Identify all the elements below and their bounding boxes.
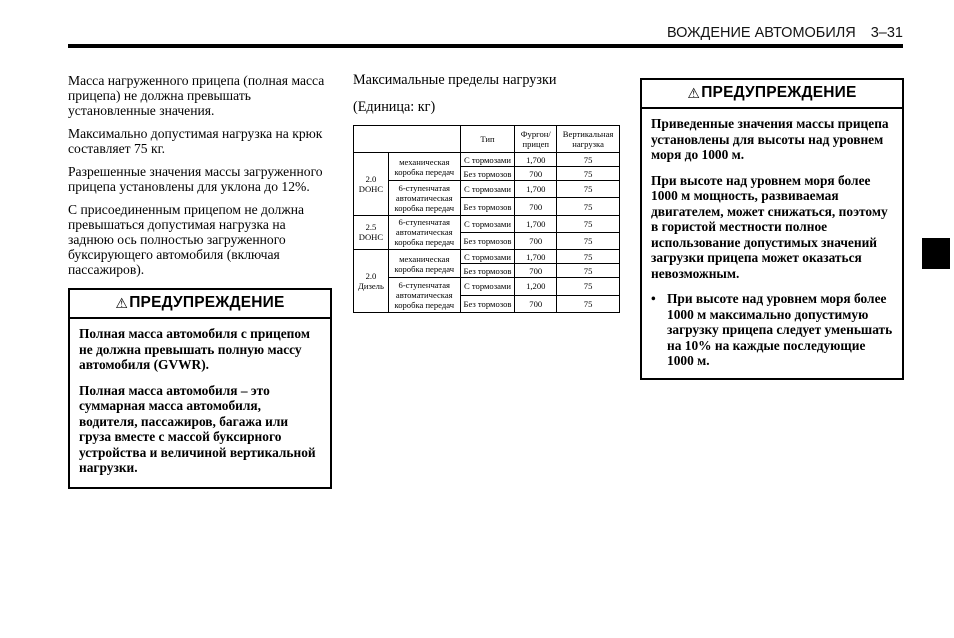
- transmission-cell: механическая коробка передач: [388, 250, 460, 278]
- left-column: [68, 73, 332, 489]
- brakes-cell: С тормозами: [460, 250, 515, 264]
- transmission-cell: 6-ступенчатая автоматическая коробка передач: [388, 278, 460, 312]
- bullet-item: [651, 291, 893, 369]
- bullet-marker: •: [651, 291, 656, 306]
- van-trailer-value-cell: 700: [515, 198, 557, 215]
- vertical-load-value-cell: 75: [557, 215, 620, 232]
- body-paragraph: С присоединенным прицепом не должна превышаться допустимая нагрузка на заднюю ось полностью загруженного буксирующего автомобиля (включая пассажиров).: [68, 202, 305, 277]
- table-header-cell: Тип: [460, 126, 515, 153]
- table-row: [354, 215, 620, 232]
- van-trailer-value-cell: 1,200: [515, 278, 557, 295]
- warning-body: [642, 109, 902, 378]
- vertical-load-value-cell: 75: [557, 153, 620, 167]
- engine-cell: 2.0 DOHC: [354, 153, 389, 216]
- body-paragraph: Масса нагруженного прицепа (полная масса прицепа) не должна превышать установленные значения.: [68, 73, 325, 118]
- van-trailer-value-cell: 700: [515, 232, 557, 249]
- brakes-cell: С тормозами: [460, 153, 515, 167]
- warning-paragraph: Приведенные значения массы прицепа установлены для высоты над уровнем моря до 1000 м.: [651, 116, 889, 162]
- brakes-cell: С тормозами: [460, 278, 515, 295]
- vertical-load-value-cell: 75: [557, 181, 620, 198]
- van-trailer-value-cell: 700: [515, 167, 557, 181]
- brakes-cell: Без тормозов: [460, 232, 515, 249]
- transmission-cell: 6-ступенчатая автоматическая коробка передач: [388, 215, 460, 249]
- table-row: [354, 181, 620, 198]
- section-title: ВОЖДЕНИЕ АВТОМОБИЛЯ: [666, 25, 856, 41]
- transmission-cell: 6-ступенчатая автоматическая коробка передач: [388, 181, 460, 215]
- transmission-cell: механическая коробка передач: [388, 153, 460, 181]
- brakes-cell: С тормозами: [460, 215, 515, 232]
- warning-paragraph: Полная масса автомобиля – это суммарная масса автомобиля, водителя, пассажиров, багажа или груза вместе с массой буксирного устройства и величиной вертикальной нагрузки.: [79, 382, 316, 475]
- warning-title-text: ПРЕДУПРЕЖДЕНИЕ: [129, 294, 285, 311]
- table-row: [354, 153, 620, 167]
- body-paragraph: Максимально допустимая нагрузка на крюк составляет 75 кг.: [68, 126, 323, 156]
- warning-box-left: [68, 288, 332, 489]
- table-corner-cell: [354, 126, 461, 153]
- header-rule: [68, 44, 903, 48]
- vertical-load-value-cell: 75: [557, 198, 620, 215]
- van-trailer-value-cell: 700: [515, 295, 557, 312]
- table-unit-label: (Единица: кг): [353, 99, 436, 115]
- van-trailer-value-cell: 700: [515, 264, 557, 278]
- vertical-load-value-cell: 75: [557, 278, 620, 295]
- brakes-cell: С тормозами: [460, 181, 515, 198]
- van-trailer-value-cell: 1,700: [515, 181, 557, 198]
- load-limits-table-head: [354, 126, 620, 153]
- middle-column: [353, 72, 620, 313]
- warning-box-right: [640, 78, 904, 380]
- van-trailer-value-cell: 1,700: [515, 215, 557, 232]
- right-column: [640, 78, 904, 380]
- body-paragraph: Разрешенные значения массы загруженного прицепа установлены для уклона до 12%.: [68, 164, 323, 194]
- van-trailer-value-cell: 1,700: [515, 250, 557, 264]
- load-limits-table: [353, 125, 620, 313]
- warning-paragraph: При высоте над уровнем моря более 1000 м мощность, развиваемая двигателем, может снижаться, поэтому в гористой местности полное использование допустимых значений загрузки прицепа может оказаться невозможным.: [651, 172, 888, 281]
- brakes-cell: Без тормозов: [460, 167, 515, 181]
- brakes-cell: Без тормозов: [460, 198, 515, 215]
- vertical-load-value-cell: 75: [557, 250, 620, 264]
- vertical-load-value-cell: 75: [557, 232, 620, 249]
- bullet-text: При высоте над уровнем моря более 1000 м максимально допустимую загрузку прицепа следует уменьшать на 10% на каждые последующие 1000 м.: [667, 291, 893, 368]
- load-limits-table-body: [354, 153, 620, 313]
- table-header-cell: Фургон/прицеп: [515, 126, 557, 153]
- warning-title: [642, 80, 902, 109]
- warning-bullet-list: [651, 291, 893, 369]
- brakes-cell: Без тормозов: [460, 264, 515, 278]
- section-thumb-tab: [922, 238, 950, 269]
- vertical-load-value-cell: 75: [557, 295, 620, 312]
- van-trailer-value-cell: 1,700: [515, 153, 557, 167]
- vertical-load-value-cell: 75: [557, 167, 620, 181]
- page-number: 3–31: [870, 25, 903, 41]
- vertical-load-value-cell: 75: [557, 264, 620, 278]
- brakes-cell: Без тормозов: [460, 295, 515, 312]
- table-header-row: [354, 126, 620, 153]
- table-row: [354, 250, 620, 264]
- table-header-cell: Вертикальная нагрузка: [557, 126, 620, 153]
- warning-title-text: ПРЕДУПРЕЖДЕНИЕ: [701, 84, 857, 101]
- engine-cell: 2.0 Дизель: [354, 250, 389, 313]
- page-header: [667, 25, 903, 41]
- warning-triangle-icon: ⚠: [687, 84, 701, 101]
- engine-cell: 2.5 DOHC: [354, 215, 389, 249]
- warning-triangle-icon: ⚠: [115, 294, 129, 311]
- table-title: Максимальные пределы нагрузки: [353, 72, 557, 88]
- table-row: [354, 278, 620, 295]
- warning-body: [70, 319, 330, 487]
- warning-paragraph: Полная масса автомобиля с прицепом не должна превышать полную массу автомобиля (GVWR).: [79, 326, 310, 372]
- warning-title: [70, 290, 330, 319]
